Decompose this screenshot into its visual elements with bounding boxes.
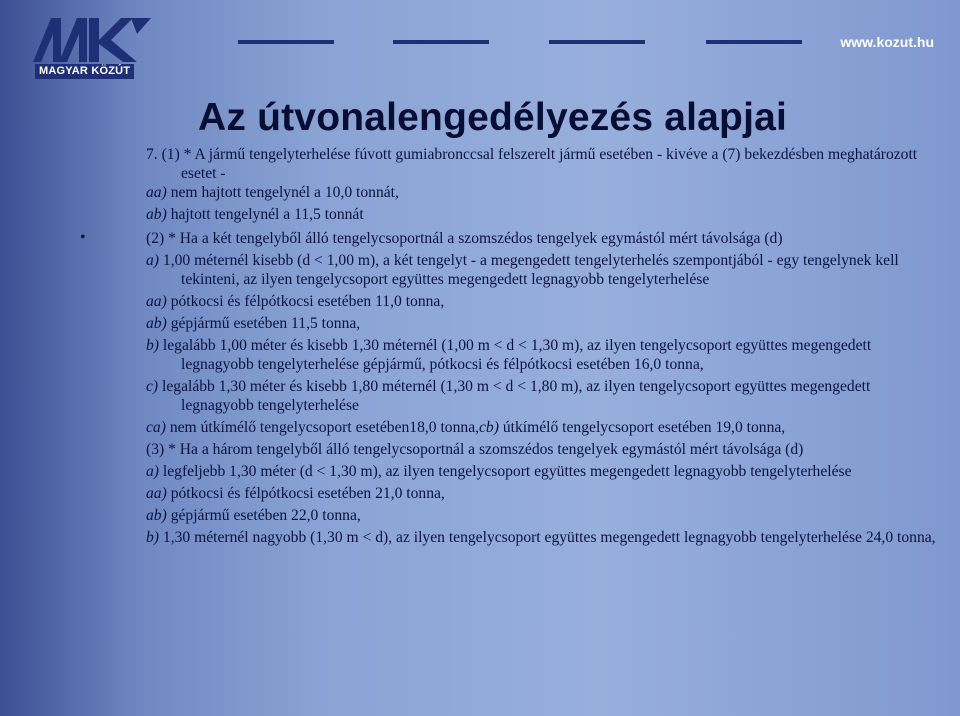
list-item: aa) nem hajtott tengelynél a 10,0 tonnát,	[146, 184, 399, 201]
header-divider	[706, 40, 802, 44]
list-item: b) legalább 1,00 méter és kisebb 1,30 méternél (1,00 m < d < 1,30 m), az ilyen tengelycsoport együttes megengedett legnagyobb tengelyterhelése gépjármű, pótkocsi és félpótkocsi esetében 16,0 tonna,	[146, 337, 872, 373]
logo-wordmark: MAGYAR KÖZÚT	[35, 64, 134, 79]
list-item: ab) hajtott tengelynél a 11,5 tonnát	[146, 206, 364, 223]
list-item: c) legalább 1,30 méter és kisebb 1,80 méternél (1,30 m < d < 1,80 m), az ilyen tengelycsoport együttes megengedett legnagyobb tengelyterhelése	[146, 378, 871, 414]
paragraph-7-1: 7. (1) * A jármű tengelyterhelése fúvott gumiabronccsal felszerelt jármű esetében - kivéve a (7) bekezdésben meghatározott esetet -	[146, 146, 918, 182]
header-divider	[393, 40, 489, 44]
list-item: ab) gépjármű esetében 11,5 tonna,	[146, 315, 361, 332]
slide-title: Az útvonalengedélyezés alapjai	[198, 96, 788, 139]
list-item: a) 1,00 méternél kisebb (d < 1,00 m), a két tengelyt - a megengedett tengelyterhelés szempontjából - egy tengelynek kell tekinteni, az ilyen tengelycsoport együttes megengedett legnagyobb tengelyterhelése	[146, 252, 899, 288]
list-item: aa) pótkocsi és félpótkocsi esetében 21,0 tonna,	[146, 485, 445, 502]
header-divider	[549, 40, 645, 44]
list-item: ab) gépjármű esetében 22,0 tonna,	[146, 507, 361, 524]
paragraph-2: • (2) * Ha a két tengelyből álló tengelycsoportnál a szomszédos tengelyek egymástól mért távolsága (d)	[80, 229, 783, 247]
list-item: b) 1,30 méternél nagyobb (1,30 m < d), az ilyen tengelycsoport együttes megengedett legnagyobb tengelyterhelése 24,0 tonna,	[146, 529, 936, 546]
list-item: a) legfeljebb 1,30 méter (d < 1,30 m), az ilyen tengelycsoport együttes megengedett legnagyobb tengelyterhelése	[146, 463, 852, 480]
header-divider	[238, 40, 334, 44]
website-url: www.kozut.hu	[840, 34, 934, 50]
list-item: ca) nem útkímélő tengelycsoport esetében18,0 tonna,cb) útkímélő tengelycsoport esetében 19,0 tonna,	[146, 419, 786, 436]
list-item: aa) pótkocsi és félpótkocsi esetében 11,0 tonna,	[146, 293, 445, 310]
paragraph-3: (3) * Ha a három tengelyből álló tengelycsoportnál a szomszédos tengelyek egymástól mért távolsága (d)	[146, 441, 804, 458]
slide-body	[80, 145, 946, 547]
